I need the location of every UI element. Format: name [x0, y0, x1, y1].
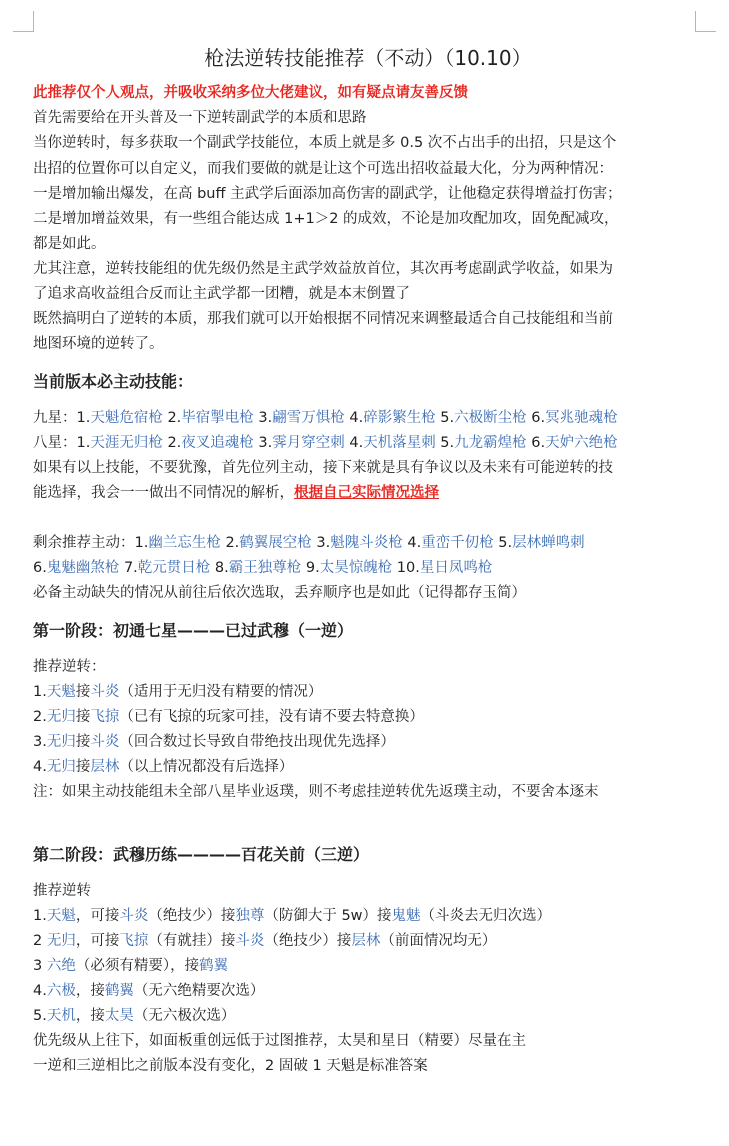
item-text: ，接 — [75, 1008, 105, 1024]
skill-number: 2. — [162, 410, 182, 426]
skill-number: 2. — [220, 535, 240, 551]
stage1-item — [33, 732, 395, 752]
skill-name: 六绝 — [46, 958, 76, 974]
connector-text: 接 — [75, 709, 91, 725]
item-number: 1. — [33, 908, 47, 924]
item-text: ，可接 — [75, 908, 120, 924]
page-title: 枪法逆转技能推荐（不动）（10.10） — [204, 46, 532, 70]
skill-name: 碎影繁生枪 — [363, 410, 436, 426]
skill-number: 5. — [435, 435, 455, 451]
item-text: （必须有精要），接 — [75, 958, 200, 974]
item-remark: （已有飞掠的玩家可挂，没有请不要去特意换） — [119, 709, 424, 725]
skill-name: 六极断尘枪 — [454, 410, 527, 426]
connector-text: 接 — [75, 734, 91, 750]
skill-name: 无归 — [46, 709, 76, 725]
note-text: 能选择，我会一一做出不同情况的解析， — [33, 485, 294, 501]
choose-by-situation-note: 根据自己实际情况选择 — [294, 485, 439, 501]
skill-name: 星日凤鸣枪 — [419, 560, 493, 576]
stage2-note: 一逆和三逆相比之前版本没有变化，2 固破 1 天魁是标准答案 — [33, 1058, 428, 1074]
skill-name: 鹤翼展空枪 — [239, 535, 312, 551]
skill-name: 太昊 — [104, 1008, 134, 1024]
skill-name: 鬼魅 — [391, 908, 421, 924]
intro-line: 当你逆转时，每多获取一个副武学技能位，本质上就是多 0.5 次不占出手的出招，只是这个 — [33, 135, 617, 151]
stage2-item — [33, 1006, 235, 1026]
skill-number: 1. — [134, 535, 149, 551]
item-remark: （以上情况都没有后选择） — [119, 759, 294, 775]
stage1-rec-label: 推荐逆转： — [33, 659, 106, 675]
item-number: 3. — [33, 734, 47, 750]
skill-name: 鹤翼 — [104, 983, 134, 999]
skill-name: 霁月穿空刺 — [272, 435, 345, 451]
intro-line: 地图环境的逆转了。 — [33, 336, 164, 352]
skill-number: 3. — [253, 410, 273, 426]
skill-number: 4. — [344, 435, 364, 451]
rest-skills-note: 必备主动缺失的情况从前往后依次选取，丢弃顺序也是如此（记得都存玉简） — [33, 585, 526, 601]
item-number: 3 — [33, 958, 47, 974]
skill-number: 9. — [301, 560, 320, 576]
rest-skills-label: 剩余推荐主动： — [33, 535, 135, 551]
skill-name: 九龙霸煌枪 — [454, 435, 527, 451]
item-text: （无六极次选） — [133, 1008, 236, 1024]
skill-name: 层林 — [90, 759, 120, 775]
skill-name: 天机落星刺 — [363, 435, 436, 451]
skill-name: 幽兰忘生枪 — [148, 535, 221, 551]
item-remark: （回合数过长导致自带绝技出现优先选择） — [119, 734, 395, 750]
eight-star-row — [33, 433, 618, 453]
skill-name: 重峦千仞枪 — [421, 535, 494, 551]
skill-number: 10. — [392, 560, 420, 576]
skill-name: 飞掠 — [119, 933, 149, 949]
item-remark: （适用于无归没有精要的情况） — [119, 684, 323, 700]
skill-name: 翩雪万惧枪 — [272, 410, 345, 426]
skill-name: 天魁 — [46, 684, 76, 700]
skill-number: 2. — [162, 435, 182, 451]
intro-line: 二是增加增益效果，有一些组合能达成 1+1＞2 的成效，不论是加攻配加攻，固免配减攻， — [33, 211, 619, 227]
skill-number: 8. — [210, 560, 229, 576]
section-heading-stage-1: 第一阶段：初通七星———已过武穆（一逆） — [33, 621, 354, 640]
skill-name: 独尊 — [235, 908, 265, 924]
skill-name: 冥兆驰魂枪 — [545, 410, 618, 426]
section-heading-must-skills: 当前版本必主动技能： — [33, 372, 194, 391]
skill-name: 太昊惊魄枪 — [319, 560, 393, 576]
intro-line: 既然搞明白了逆转的本质，那我们就可以开始根据不同情况来调整最适合自己技能组和当前 — [33, 311, 613, 327]
skill-name: 天机 — [46, 1008, 76, 1024]
skill-number: 7. — [119, 560, 138, 576]
stage2-rec-label: 推荐逆转 — [33, 883, 91, 899]
intro-line: 尤其注意，逆转技能组的优先级仍然是主武学效益放首位，其次再考虑副武学收益，如果为 — [33, 261, 613, 277]
skill-number: 6. — [526, 435, 546, 451]
skill-name: 六极 — [46, 983, 76, 999]
item-text: （无六绝精要次选） — [133, 983, 265, 999]
item-text: ，接 — [75, 983, 105, 999]
skill-name: 无归 — [46, 759, 76, 775]
item-number: 2 — [33, 933, 47, 949]
stage1-note: 注：如果主动技能组未全部八星毕业返璞，则不考虑挂逆转优先返璞主动，不要舍本逐末 — [33, 784, 599, 800]
nine-star-row — [33, 408, 618, 428]
skill-name: 天魁危宿枪 — [90, 410, 163, 426]
connector-text: 接 — [75, 759, 91, 775]
skill-number: 5. — [493, 535, 513, 551]
rest-skills-row-2 — [33, 558, 492, 578]
skill-name: 斗炎 — [90, 734, 120, 750]
item-text: （防御大于 5w）接 — [264, 908, 392, 924]
skill-name: 魁隗斗炎枪 — [330, 535, 403, 551]
skill-name: 毕宿掣电枪 — [181, 410, 254, 426]
skill-name: 鬼魅幽煞枪 — [46, 560, 120, 576]
skill-name: 无归 — [46, 933, 76, 949]
connector-text: 接 — [75, 684, 91, 700]
section-heading-stage-2: 第二阶段：武穆历练————百花关前（三逆） — [33, 845, 370, 864]
skill-name: 乾元贯日枪 — [137, 560, 211, 576]
intro-line: 一是增加输出爆发，在高 buff 主武学后面添加高伤害的副武学，让他稳定获得增益打伤害； — [33, 186, 622, 202]
skill-name: 天涯无归枪 — [90, 435, 163, 451]
stage2-item — [33, 931, 496, 951]
skill-name: 斗炎 — [119, 908, 149, 924]
stage2-item — [33, 981, 264, 1001]
stage1-item — [33, 757, 293, 777]
intro-line: 都是如此。 — [33, 236, 106, 252]
item-text: （前面情况均无） — [380, 933, 497, 949]
item-number: 4. — [33, 983, 47, 999]
must-skills-note: 如果有以上技能，不要犹豫，首先位列主动，接下来就是具有争议以及未来有可能逆转的技 — [33, 460, 613, 476]
item-text: （绝技少）接 — [264, 933, 352, 949]
skill-number: 5. — [435, 410, 455, 426]
item-text: （斗炎去无归次选） — [420, 908, 552, 924]
skill-number: 1. — [76, 435, 91, 451]
nine-star-label: 九星： — [33, 410, 77, 426]
stage2-item — [33, 956, 228, 976]
page-corner-mark-right — [695, 11, 716, 32]
item-number: 4. — [33, 759, 47, 775]
stage2-note: 优先级从上往下，如面板重创远低于过图推荐，太昊和星日（精要）尽量在主 — [33, 1033, 526, 1049]
skill-number: 6. — [33, 560, 47, 576]
skill-name: 霸王独尊枪 — [228, 560, 302, 576]
stage2-item — [33, 906, 551, 926]
skill-name: 夜叉追魂枪 — [181, 435, 254, 451]
intro-line: 出招的位置你可以自定义，而我们要做的就是让这个可选出招收益最大化，分为两种情况： — [33, 161, 613, 177]
stage1-item — [33, 707, 424, 727]
skill-number: 4. — [344, 410, 364, 426]
skill-number: 1. — [76, 410, 91, 426]
item-text: （绝技少）接 — [148, 908, 236, 924]
skill-name: 天妒六绝枪 — [545, 435, 618, 451]
item-number: 2. — [33, 709, 47, 725]
skill-name: 斗炎 — [90, 684, 120, 700]
item-number: 5. — [33, 1008, 47, 1024]
item-number: 1. — [33, 684, 47, 700]
skill-name: 层林蝉鸣刺 — [512, 535, 585, 551]
intro-line: 首先需要给在开头普及一下逆转副武学的本质和思路 — [33, 110, 367, 126]
must-skills-note-2 — [33, 483, 439, 503]
page-corner-mark-left — [13, 11, 34, 32]
skill-number: 6. — [526, 410, 546, 426]
skill-number: 4. — [402, 535, 422, 551]
disclaimer: 此推荐仅个人观点，并吸收采纳多位大佬建议，如有疑点请友善反馈 — [33, 85, 468, 101]
skill-name: 层林 — [351, 933, 381, 949]
item-text: （有就挂）接 — [148, 933, 236, 949]
eight-star-label: 八星： — [33, 435, 77, 451]
rest-skills-row-1 — [33, 533, 585, 553]
skill-name: 鹤翼 — [199, 958, 229, 974]
stage1-item — [33, 682, 322, 702]
skill-name: 天魁 — [46, 908, 76, 924]
skill-name: 斗炎 — [235, 933, 265, 949]
item-text: ，可接 — [75, 933, 120, 949]
intro-line: 了追求高收益组合反而让主武学都一团糟，就是本末倒置了 — [33, 286, 410, 302]
skill-name: 飞掠 — [90, 709, 120, 725]
skill-number: 3. — [253, 435, 273, 451]
skill-name: 无归 — [46, 734, 76, 750]
skill-number: 3. — [311, 535, 331, 551]
